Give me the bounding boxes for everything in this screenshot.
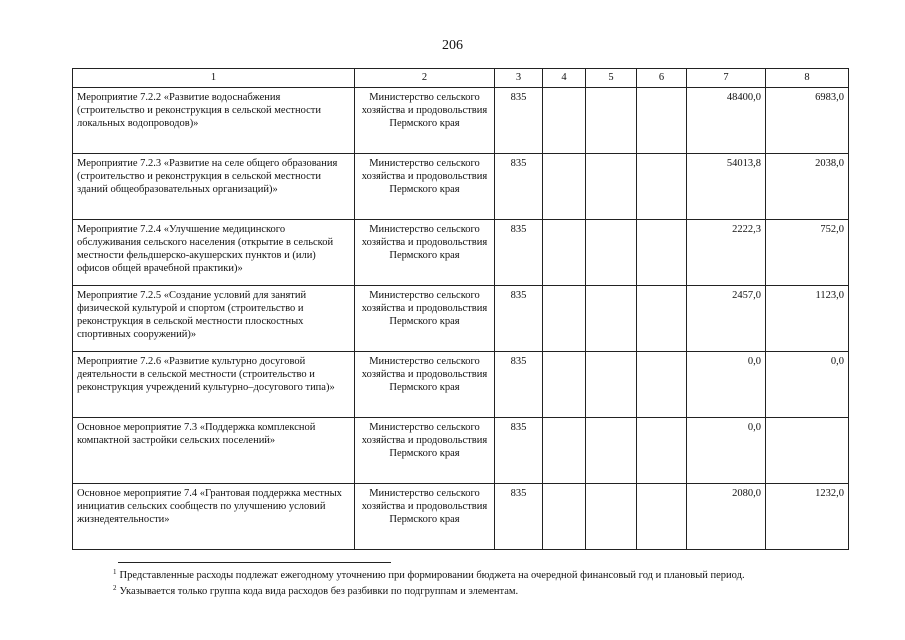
responsible-ministry: Министерство сельского хозяйства и продовольствия Пермского края [355, 484, 495, 550]
column-8-value: 1232,0 [766, 484, 849, 550]
responsible-ministry: Министерство сельского хозяйства и продовольствия Пермского края [355, 220, 495, 286]
column-6-value [637, 484, 687, 550]
column-4-value [543, 88, 586, 154]
column-4-value [543, 484, 586, 550]
column-7-value: 2457,0 [687, 286, 766, 352]
expense-code: 835 [495, 484, 543, 550]
responsible-ministry: Министерство сельского хозяйства и продовольствия Пермского края [355, 418, 495, 484]
column-8-value: 0,0 [766, 352, 849, 418]
footnote-2 [113, 582, 745, 598]
column-6-value [637, 352, 687, 418]
footnote-text: Указывается только группа кода вида расходов без разбивки по подгруппам и элементам. [119, 586, 519, 597]
activity-name: Основное мероприятие 7.4 «Грантовая поддержка местных инициатив сельских сообществ по улучшению условий жизнедеятельности» [73, 484, 355, 550]
column-8-value: 752,0 [766, 220, 849, 286]
column-5-value [586, 484, 637, 550]
column-4-value [543, 286, 586, 352]
responsible-ministry: Министерство сельского хозяйства и продовольствия Пермского края [355, 352, 495, 418]
column-7-value: 2080,0 [687, 484, 766, 550]
footnote-1 [113, 566, 745, 582]
footnote-divider [118, 562, 391, 563]
header-row [73, 69, 849, 88]
activity-name: Основное мероприятие 7.3 «Поддержка комплексной компактной застройки сельских поселений» [73, 418, 355, 484]
expense-code: 835 [495, 352, 543, 418]
column-7-value: 0,0 [687, 352, 766, 418]
column-8-value: 1123,0 [766, 286, 849, 352]
expense-code: 835 [495, 88, 543, 154]
column-4-value [543, 154, 586, 220]
column-5-value [586, 418, 637, 484]
table-row [73, 154, 849, 220]
column-4-value [543, 220, 586, 286]
header-cell-7: 7 [687, 69, 766, 88]
table-row [73, 418, 849, 484]
column-8-value: 2038,0 [766, 154, 849, 220]
expense-code: 835 [495, 286, 543, 352]
footnote-text: Представленные расходы подлежат ежегодному уточнению при формировании бюджета на очередной финансовый год и плановый период. [119, 570, 745, 581]
activity-name: Мероприятие 7.2.5 «Создание условий для занятий физической культурой и спортом (строительство и реконструкция в сельской местности плоскостных спортивных сооружений)» [73, 286, 355, 352]
column-7-value: 2222,3 [687, 220, 766, 286]
header-cell-2: 2 [355, 69, 495, 88]
page-number: 206 [442, 38, 463, 53]
table-row [73, 88, 849, 154]
footnote-mark: 2 [113, 584, 117, 592]
expense-code: 835 [495, 418, 543, 484]
column-5-value [586, 154, 637, 220]
column-6-value [637, 418, 687, 484]
column-5-value [586, 220, 637, 286]
header-cell-8: 8 [766, 69, 849, 88]
column-5-value [586, 286, 637, 352]
column-8-value: 6983,0 [766, 88, 849, 154]
header-cell-6: 6 [637, 69, 687, 88]
column-6-value [637, 154, 687, 220]
table-row [73, 286, 849, 352]
expense-code: 835 [495, 154, 543, 220]
column-6-value [637, 286, 687, 352]
column-6-value [637, 88, 687, 154]
column-7-value: 48400,0 [687, 88, 766, 154]
column-7-value: 0,0 [687, 418, 766, 484]
column-7-value: 54013,8 [687, 154, 766, 220]
column-6-value [637, 220, 687, 286]
header-cell-5: 5 [586, 69, 637, 88]
table-row [73, 484, 849, 550]
responsible-ministry: Министерство сельского хозяйства и продовольствия Пермского края [355, 154, 495, 220]
activity-name: Мероприятие 7.2.2 «Развитие водоснабжения (строительство и реконструкция в сельской местности локальных водопроводов)» [73, 88, 355, 154]
header-cell-3: 3 [495, 69, 543, 88]
header-cell-1: 1 [73, 69, 355, 88]
column-4-value [543, 352, 586, 418]
column-5-value [586, 88, 637, 154]
expense-code: 835 [495, 220, 543, 286]
budget-table [72, 68, 849, 550]
column-8-value [766, 418, 849, 484]
footnote-mark: 1 [113, 568, 117, 576]
column-5-value [586, 352, 637, 418]
activity-name: Мероприятие 7.2.6 «Развитие культурно досуговой деятельности в сельской местности (строительство и реконструкция учреждений культурно–досугового типа)» [73, 352, 355, 418]
header-cell-4: 4 [543, 69, 586, 88]
activity-name: Мероприятие 7.2.4 «Улучшение медицинского обслуживания сельского населения (открытие в сельской местности фельдшерско-акушерских пунктов и (или) офисов общей врачебной практики)» [73, 220, 355, 286]
responsible-ministry: Министерство сельского хозяйства и продовольствия Пермского края [355, 88, 495, 154]
footnotes [113, 566, 745, 598]
activity-name: Мероприятие 7.2.3 «Развитие на селе общего образования (строительство и реконструкция в сельской местности зданий общеобразовательных организаций)» [73, 154, 355, 220]
column-4-value [543, 418, 586, 484]
table-row [73, 352, 849, 418]
table-row [73, 220, 849, 286]
responsible-ministry: Министерство сельского хозяйства и продовольствия Пермского края [355, 286, 495, 352]
